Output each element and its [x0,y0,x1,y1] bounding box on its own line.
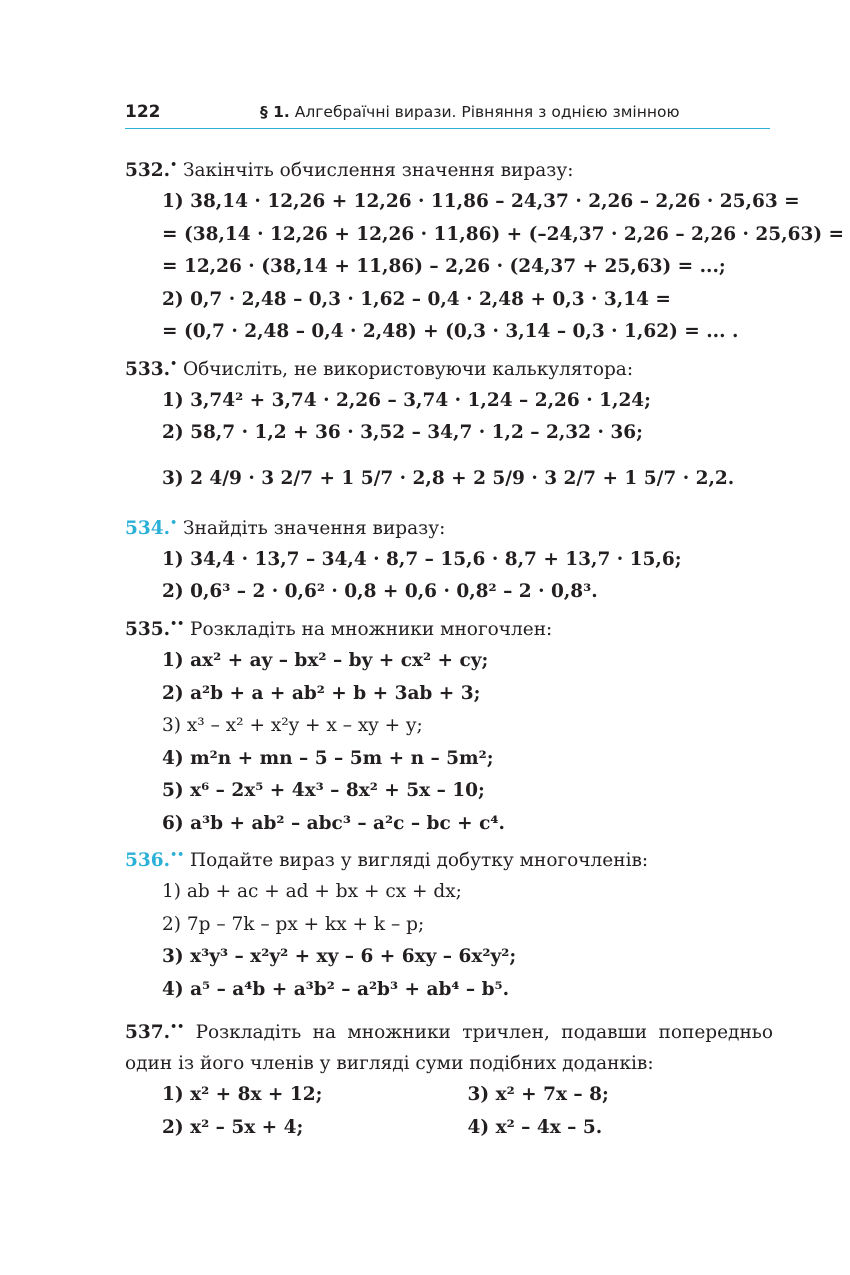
problem-number: 532.• [125,158,178,182]
problem-533-line-2: 2) 58,7 · 1,2 + 36 · 3,52 – 34,7 · 1,2 – 2,32 · 36; [162,422,643,444]
problem-537-item-3: 3) x² + 7x – 8; [467,1084,609,1106]
problem-532-line-2: = (38,14 · 12,26 + 12,26 · 11,86) + (–24,37 · 2,26 – 2,26 · 25,63) = [162,223,845,245]
problem-536 [125,840,773,876]
problem-536-line-2: 2) 7p – 7k – px + kx + k – p; [162,913,425,935]
problem-537-item-1: 1) x² + 8x + 12; [162,1084,323,1106]
problem-537-item-4: 4) x² – 4x – 5. [467,1116,603,1138]
problem-536-line-3: 3) x³y³ – x²y² + xy – 6 + 6xy – 6x²y²; [162,946,517,968]
problem-number: 537.•• [125,1020,185,1044]
problem-535-line-6: 6) a³b + ab² – abc³ – a²c – bc + c⁴. [162,812,505,834]
problem-title: Подайте вираз у вигляді добутку многочленів: [190,850,649,872]
problem-537-item-2: 2) x² – 5x + 4; [162,1116,304,1138]
section-title: Алгебраїчні вирази. Рівняння з однією змінною [294,103,680,121]
problem-537-row-1 [125,1079,773,1112]
problem-title: Закінчіть обчислення значення виразу: [182,160,574,182]
problem-number: 534.• [125,515,178,539]
problem-534 [125,508,773,544]
problem-title: Розкладіть на множники тричлен, подавши попередньо один із його членів у вигляді суми подібних доданків: [125,1022,773,1075]
problem-534-line-2: 2) 0,6³ – 2 · 0,6² · 0,8 + 0,6 · 0,8² – 2 · 0,8³. [162,581,598,603]
problem-535-line-2: 2) a²b + a + ab² + b + 3ab + 3; [162,682,481,704]
problem-536-line-4: 4) a⁵ – a⁴b + a³b² – a²b³ + ab⁴ – b⁵. [162,978,510,1000]
problem-535-line-5: 5) x⁶ – 2x⁵ + 4x³ – 8x² + 5x – 10; [162,780,485,802]
problem-532-line-4: 2) 0,7 · 2,48 – 0,3 · 1,62 – 0,4 · 2,48 + 0,3 · 3,14 = [162,288,671,310]
page-header [125,100,770,129]
section-mark: § 1. [260,103,290,121]
problem-535-line-4: 4) m²n + mn – 5 – 5m + n – 5m²; [162,747,494,769]
problem-532-line-1: 1) 38,14 · 12,26 + 12,26 · 11,86 – 24,37 · 2,26 – 2,26 · 25,63 = [162,191,800,213]
problem-536-line-1: 1) ab + ac + ad + bx + cx + dx; [162,881,462,903]
problem-533-line-1: 1) 3,74² + 3,74 · 2,26 – 3,74 · 1,24 – 2,26 · 1,24; [162,389,652,411]
problem-title: Обчисліть, не використовуючи калькулятора: [182,358,634,380]
problem-535-line-1: 1) ax² + ay – bx² – by + cx² + cy; [162,650,489,672]
problem-535 [125,609,773,645]
problem-532 [125,150,773,186]
page-number: 122 [125,102,161,122]
problem-532-line-3: = 12,26 · (38,14 + 11,86) – 2,26 · (24,37 + 25,63) = ...; [162,256,726,278]
running-title [260,103,680,121]
problem-535-line-3: 3) x³ – x² + x²y + x – xy + y; [162,715,423,737]
problem-533-line-3: 3) 2 4/9 · 3 2/7 + 1 5/7 · 2,8 + 2 5/9 · 3 2/7 + 1 5/7 · 2,2. [162,467,735,489]
problem-537 [125,1012,773,1079]
problem-title: Розкладіть на множники многочлен: [190,619,553,641]
problem-533 [125,349,773,385]
problem-title: Знайдіть значення виразу: [182,517,446,539]
problem-532-line-5: = (0,7 · 2,48 – 0,4 · 2,48) + (0,3 · 3,14 – 0,3 · 1,62) = ... . [162,321,739,343]
problem-number: 535.•• [125,616,185,641]
problem-534-line-1: 1) 34,4 · 13,7 – 34,4 · 8,7 – 15,6 · 8,7 + 13,7 · 15,6; [162,548,682,570]
problem-number: 536.•• [125,848,185,872]
problem-537-row-2 [125,1112,773,1145]
problem-number: 533.• [125,356,178,380]
page-content [125,150,845,1144]
